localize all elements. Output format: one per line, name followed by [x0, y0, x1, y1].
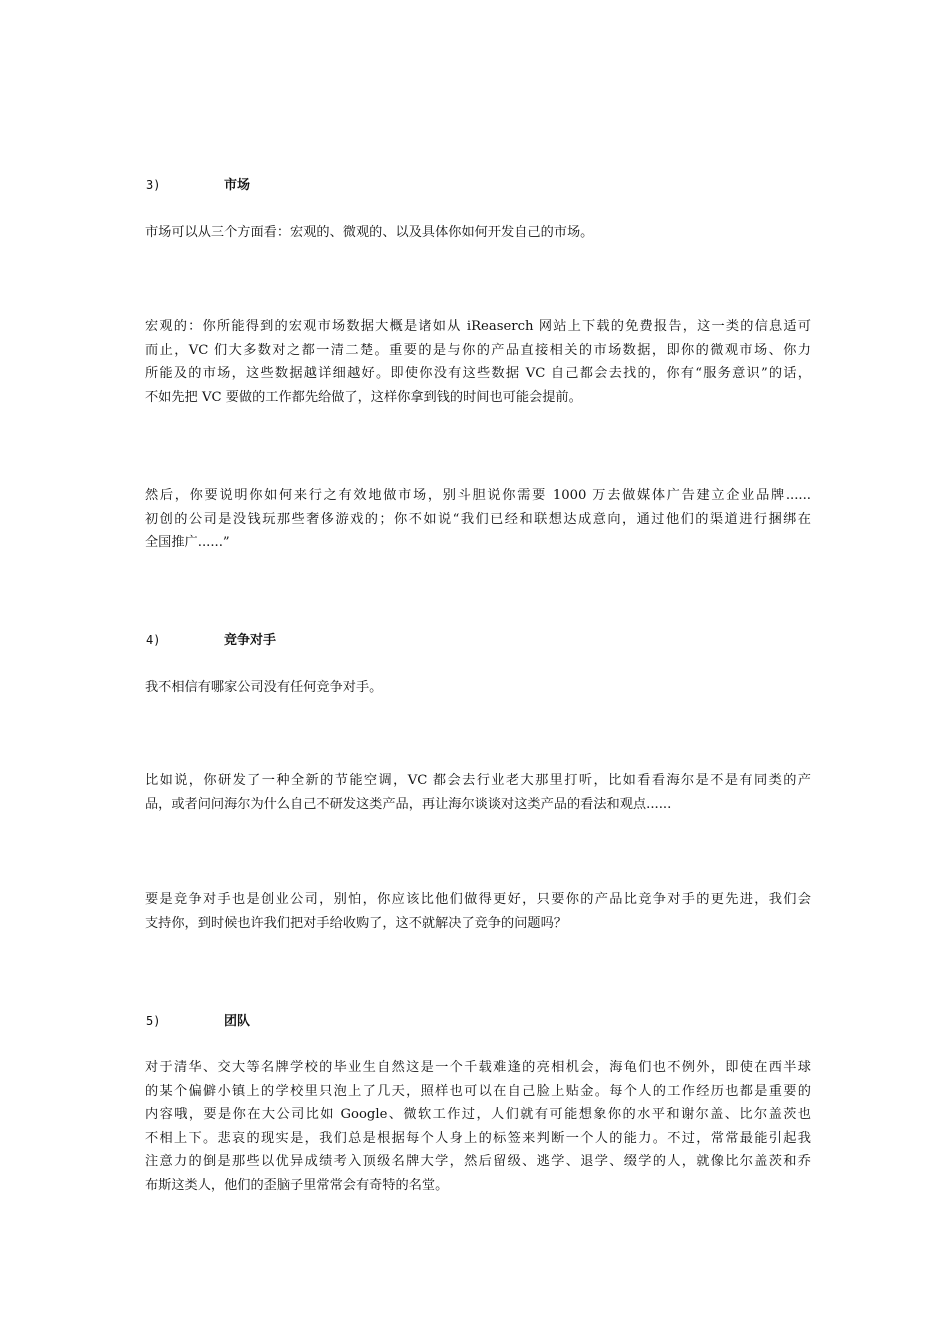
paragraph-line: 品，或者问问海尔为什么自己不研发这类产品，再让海尔谈谈对这类产品的看法和观点......: [145, 796, 672, 812]
paragraph: [145, 315, 811, 409]
paragraph: [145, 888, 811, 935]
paragraph-line: 宏观的：你所能得到的宏观市场数据大概是诸如从 iReaserch 网站上下载的免费报告，这一类的信息适可: [145, 319, 811, 334]
paragraph-line: 注意力的倒是那些以优异成绩考入顶级名牌大学，然后留级、逃学、退学、缀学的人，就像比尔盖茨和乔: [145, 1154, 811, 1170]
paragraph-line: 所能及的市场，这些数据越详细越好。即使你没有这些数据 VC 自己都会去找的，你有“服务意识”的话，: [145, 366, 811, 382]
paragraph-line: 支持你，到时候也许我们把对手给收购了，这不就解决了竞争的问题吗？: [145, 915, 567, 931]
paragraph-line: 的某个偏僻小镇上的学校里只泡上了几天，照样也可以在自己脸上贴金。每个人的工作经历也都是重要的: [145, 1083, 811, 1099]
paragraph: [145, 676, 811, 700]
paragraph-line: 内容哦，要是你在大公司比如 Google、微软工作过，人们就有可能想象你的水平和谢尔盖、比尔盖茨也: [145, 1107, 811, 1123]
paragraph: [145, 769, 811, 816]
section-heading-5: [146, 1011, 250, 1031]
paragraph-line: 布斯这类人，他们的歪脑子里常常会有奇特的名堂。: [145, 1177, 449, 1193]
paragraph-line: 我不相信有哪家公司没有任何竞争对手。: [145, 680, 383, 695]
paragraph-line: 而止，VC 们大多数对之都一清二楚。重要的是与你的产品直接相关的市场数据，即你的微观市场、你力: [145, 342, 811, 358]
section-number: 3): [146, 178, 161, 192]
paragraph: [145, 484, 811, 555]
paragraph-line: 初创的公司是没钱玩那些奢侈游戏的；你不如说“我们已经和联想达成意向，通过他们的渠道进行捆绑在: [145, 511, 811, 527]
paragraph-line: 比如说，你研发了一种全新的节能空调，VC 都会去行业老大那里打听，比如看看海尔是不是有同类的产: [145, 773, 811, 788]
section-title: 市场: [224, 178, 251, 193]
section-number: 4): [146, 633, 161, 647]
paragraph-line: 全国推广......”: [145, 535, 230, 551]
paragraph-line: 市场可以从三个方面看：宏观的、微观的、以及具体你如何开发自己的市场。: [145, 225, 594, 240]
section-title: 竞争对手: [224, 633, 277, 648]
paragraph: [145, 221, 811, 245]
section-heading-3: [146, 175, 250, 195]
section-number: 5): [146, 1014, 161, 1028]
paragraph-line: 不相上下。悲哀的现实是，我们总是根据每个人身上的标签来判断一个人的能力。不过，常常最能引起我: [145, 1130, 811, 1146]
paragraph-line: 不如先把 VC 要做的工作都先给做了，这样你拿到钱的时间也可能会提前。: [145, 389, 582, 405]
paragraph-line: 然后，你要说明你如何来行之有效地做市场，别斗胆说你需要 1000 万去做媒体广告建立企业品牌......: [145, 488, 811, 503]
section-heading-4: [146, 630, 276, 650]
paragraph-line: 要是竞争对手也是创业公司，别怕，你应该比他们做得更好，只要你的产品比竞争对手的更先进，我们会: [145, 892, 811, 907]
paragraph-line: 对于清华、交大等名牌学校的毕业生自然这是一个千载难逢的亮相机会，海龟们也不例外，即使在西半球: [145, 1060, 811, 1075]
section-title: 团队: [224, 1014, 251, 1029]
paragraph: [145, 1056, 811, 1198]
